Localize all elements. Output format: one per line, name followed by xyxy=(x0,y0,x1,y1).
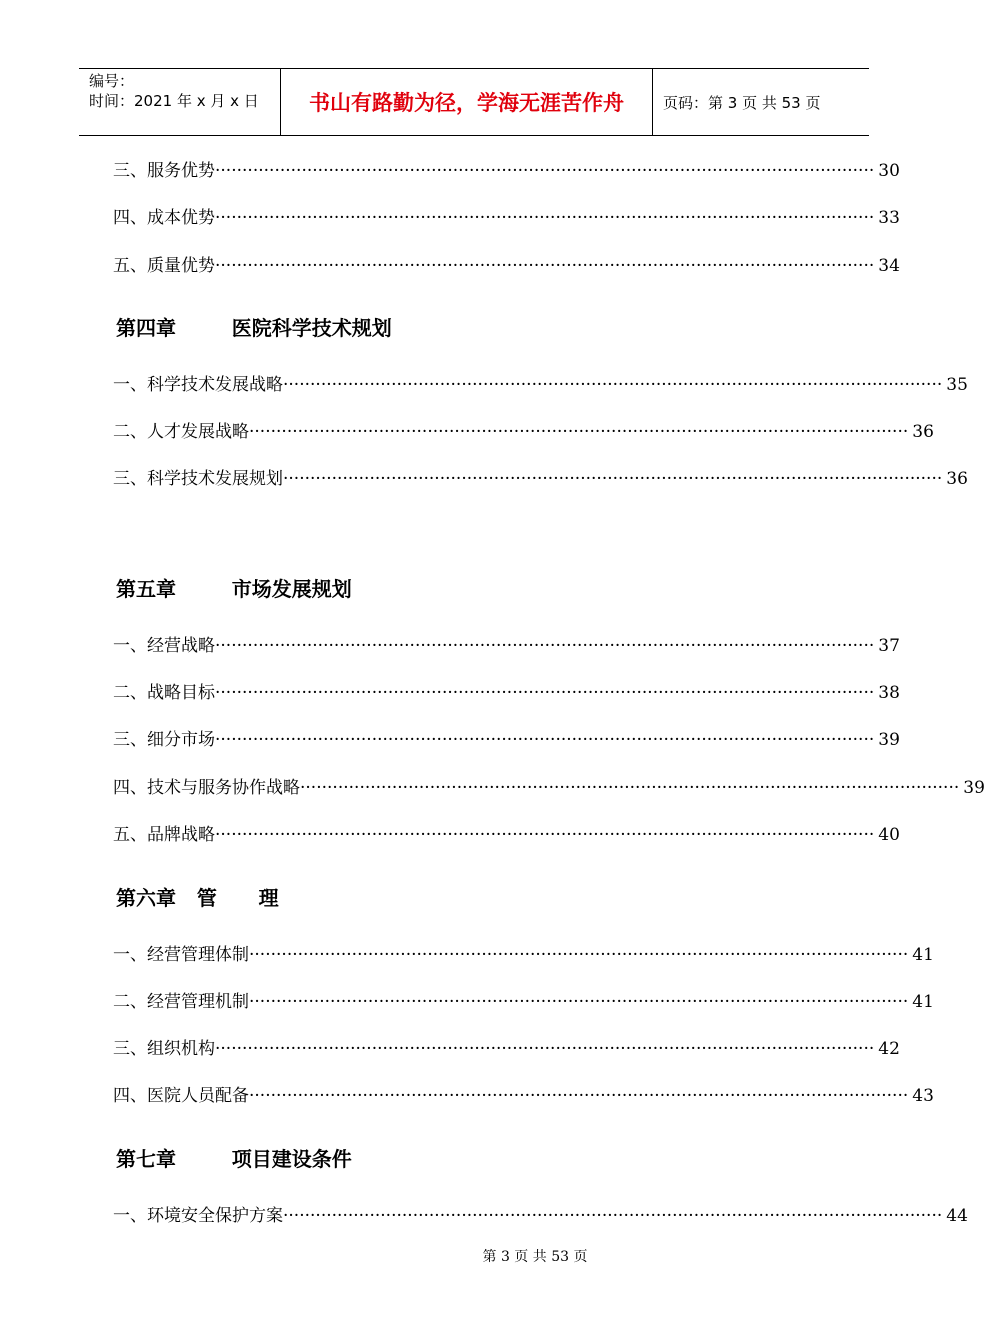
toc-entry-page: 41 xyxy=(912,992,934,1012)
toc-leader-dots: ·························································································································· xyxy=(215,730,875,750)
chapter-heading: 第五章 市场发展规划 xyxy=(116,577,352,601)
page-header xyxy=(79,68,869,136)
toc-entry[interactable] xyxy=(113,728,900,752)
toc-leader-dots: ·························································································································· xyxy=(215,256,875,276)
toc-entry-page: 39 xyxy=(878,730,900,750)
toc-entry-page: 37 xyxy=(878,636,900,656)
chapter-heading: 第七章 项目建设条件 xyxy=(116,1147,352,1171)
toc-entry[interactable] xyxy=(113,990,934,1014)
toc-entry[interactable] xyxy=(113,206,900,230)
toc-leader-dots: ·························································································································· xyxy=(249,422,909,442)
toc-entry-label: 二、战略目标 xyxy=(113,683,215,703)
chapter-heading: 第四章 医院科学技术规划 xyxy=(116,316,392,340)
toc-entry[interactable] xyxy=(113,681,900,705)
toc-entry-label: 一、经营管理体制 xyxy=(113,945,249,965)
toc-entry[interactable] xyxy=(113,943,934,967)
chapter-heading: 第六章 管 理 xyxy=(116,886,279,910)
toc-entry-page: 34 xyxy=(878,256,900,276)
toc-entry[interactable] xyxy=(113,634,900,658)
toc-entry-label: 一、科学技术发展战略 xyxy=(113,375,283,395)
toc-leader-dots: ·························································································································· xyxy=(283,1206,943,1226)
toc-entry-label: 三、服务优势 xyxy=(113,161,215,181)
toc-leader-dots: ·························································································································· xyxy=(215,825,875,845)
toc-entry-label: 四、医院人员配备 xyxy=(113,1086,249,1106)
toc-entry-label: 二、经营管理机制 xyxy=(113,992,249,1012)
toc-entry-page: 39 xyxy=(963,778,985,798)
toc-leader-dots: ·························································································································· xyxy=(249,945,909,965)
toc-entry-label: 五、质量优势 xyxy=(113,256,215,276)
toc-entry-page: 30 xyxy=(878,161,900,181)
page-footer: 第 3 页 共 53 页 xyxy=(482,1249,588,1265)
toc-entry-page: 43 xyxy=(912,1086,934,1106)
toc-entry-label: 四、成本优势 xyxy=(113,208,215,228)
time-label: 时间：2021 年 x 月 x 日 xyxy=(89,92,259,110)
toc-entry-label: 一、环境安全保护方案 xyxy=(113,1206,283,1226)
toc-leader-dots: ·························································································································· xyxy=(215,683,875,703)
toc-entry-page: 42 xyxy=(878,1039,900,1059)
toc-entry[interactable] xyxy=(113,254,900,278)
toc-entry-page: 38 xyxy=(878,683,900,703)
toc-leader-dots: ·························································································································· xyxy=(249,992,909,1012)
toc-entry-page: 44 xyxy=(946,1206,968,1226)
toc-leader-dots: ·························································································································· xyxy=(300,778,960,798)
toc-entry[interactable] xyxy=(113,776,985,800)
toc-entry[interactable] xyxy=(113,159,900,183)
toc-entry-page: 40 xyxy=(878,825,900,845)
toc-entry-label: 三、细分市场 xyxy=(113,730,215,750)
header-motto: 书山有路勤为径，学海无涯苦作舟 xyxy=(281,69,653,135)
toc-entry[interactable] xyxy=(113,1084,934,1108)
toc-entry-label: 四、技术与服务协作战略 xyxy=(113,778,300,798)
toc-leader-dots: ·························································································································· xyxy=(249,1086,909,1106)
toc-entry-label: 一、经营战略 xyxy=(113,636,215,656)
toc-entry-label: 三、科学技术发展规划 xyxy=(113,469,283,489)
toc-leader-dots: ·························································································································· xyxy=(215,1039,875,1059)
toc-entry[interactable] xyxy=(113,373,968,397)
code-label: 编号： xyxy=(89,72,135,90)
toc-leader-dots: ·························································································································· xyxy=(215,208,875,228)
toc-entry[interactable] xyxy=(113,1204,968,1228)
toc-leader-dots: ·························································································································· xyxy=(215,161,875,181)
header-page-info: 页码：第 3 页 共 53 页 xyxy=(663,93,821,112)
toc-entry-page: 41 xyxy=(912,945,934,965)
toc-entry-label: 二、人才发展战略 xyxy=(113,422,249,442)
toc-entry-page: 36 xyxy=(946,469,968,489)
toc-entry[interactable] xyxy=(113,1037,900,1061)
toc-entry-label: 三、组织机构 xyxy=(113,1039,215,1059)
toc-entry[interactable] xyxy=(113,420,934,444)
toc-entry-page: 33 xyxy=(878,208,900,228)
toc-entry[interactable] xyxy=(113,823,900,847)
toc-leader-dots: ·························································································································· xyxy=(283,469,943,489)
header-meta xyxy=(79,69,281,135)
toc-entry-page: 35 xyxy=(946,375,968,395)
toc-leader-dots: ·························································································································· xyxy=(283,375,943,395)
toc-leader-dots: ·························································································································· xyxy=(215,636,875,656)
toc-entry-page: 36 xyxy=(912,422,934,442)
toc-entry[interactable] xyxy=(113,467,968,491)
toc-entry-label: 五、品牌战略 xyxy=(113,825,215,845)
